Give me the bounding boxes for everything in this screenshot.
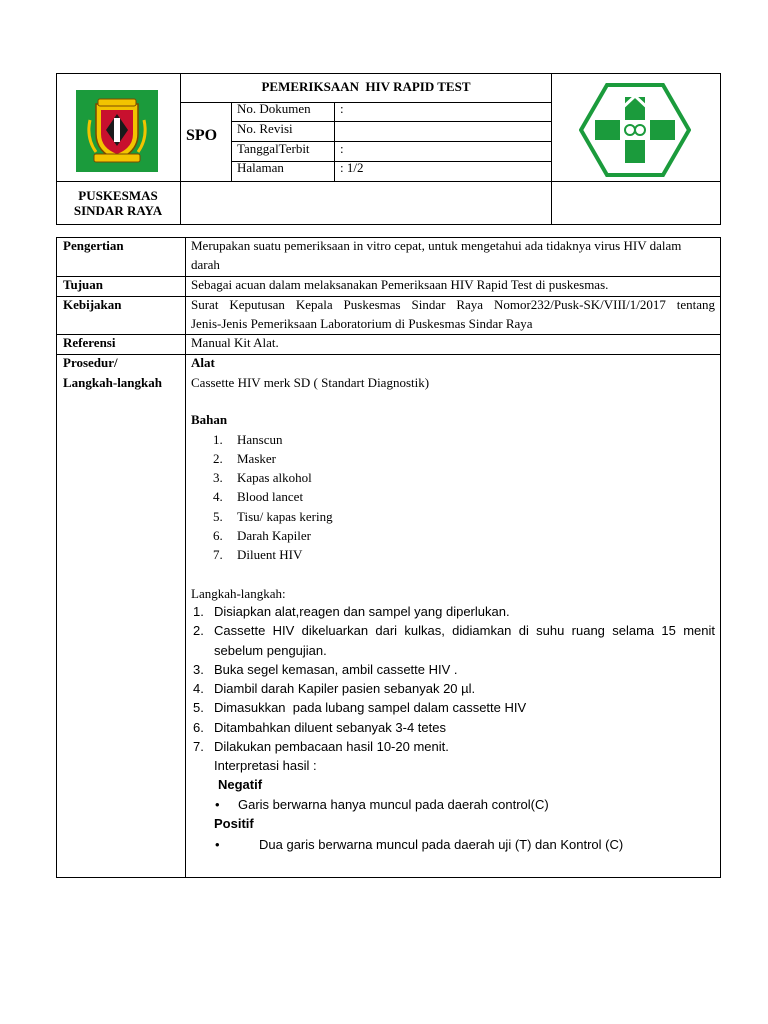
langkah-item: Dilakukan pembacaan hasil 10-20 menit.: [214, 739, 449, 754]
bahan-item: Darah Kapiler: [237, 528, 311, 543]
bahan-heading: Bahan: [191, 412, 228, 427]
document-title: PEMERIKSAAN HIV RAPID TEST: [261, 79, 471, 94]
divider: [56, 354, 721, 355]
bahan-num: 3.: [213, 470, 223, 485]
divider: [334, 102, 335, 182]
positif-text: Dua garis berwarna muncul pada daerah uji (T) dan Kontrol (C): [259, 837, 624, 852]
langkah-item-continued: sebelum pengujian.: [214, 643, 327, 658]
label-referensi: Referensi: [63, 335, 116, 350]
alat-heading: Alat: [191, 355, 215, 370]
field-value-no-dokumen: :: [340, 101, 344, 116]
field-label-no-revisi: No. Revisi: [237, 121, 293, 136]
text-tujuan: Sebagai acuan dalam melaksanakan Pemeriksaan HIV Rapid Test di puskesmas.: [191, 277, 609, 292]
divider: [551, 73, 552, 225]
langkah-num: 3.: [193, 662, 204, 677]
bahan-num: 6.: [213, 528, 223, 543]
org-name-line1: PUSKESMAS: [78, 188, 158, 203]
negatif-text: Garis berwarna hanya muncul pada daerah control(C): [238, 797, 549, 812]
negatif-heading: Negatif: [218, 777, 263, 792]
org-name-line2: SINDAR RAYA: [73, 203, 163, 218]
divider: [231, 102, 232, 182]
bahan-item: Kapas alkohol: [237, 470, 312, 485]
field-label-tanggal-terbit: TanggalTerbit: [237, 141, 310, 156]
langkah-num: 4.: [193, 681, 204, 696]
langkah-item: Buka segel kemasan, ambil cassette HIV .: [214, 662, 458, 677]
label-prosedur: Prosedur/: [63, 355, 118, 370]
langkah-item: Dimasukkan pada lubang sampel dalam cassette HIV: [214, 700, 527, 715]
bahan-item: Blood lancet: [237, 489, 304, 504]
bahan-num: 2.: [213, 451, 223, 466]
langkah-item: Diambil darah Kapiler pasien sebanyak 20 µl.: [214, 681, 476, 696]
langkah-num: 6.: [193, 720, 204, 735]
label-pengertian: Pengertian: [63, 238, 124, 253]
text-referensi: Manual Kit Alat.: [191, 335, 279, 350]
label-kebijakan: Kebijakan: [63, 297, 122, 312]
divider: [180, 102, 551, 103]
bahan-num: 5.: [213, 509, 223, 524]
text-kebijakan-2: Jenis-Jenis Pemeriksaan Laboratorium di Puskesmas Sindar Raya: [191, 316, 533, 331]
bahan-item: Diluent HIV: [237, 547, 303, 562]
regional-emblem-logo: [76, 90, 158, 172]
bahan-num: 7.: [213, 547, 223, 562]
langkah-num: 2.: [193, 623, 204, 638]
puskesmas-logo: [579, 83, 691, 177]
bahan-num: 4.: [213, 489, 223, 504]
label-langkah-langkah: Langkah-langkah: [63, 375, 162, 390]
bullet-icon: •: [215, 797, 220, 812]
interpretasi-heading: Interpretasi hasil :: [214, 758, 317, 773]
text-pengertian-1: Merupakan suatu pemeriksaan in vitro cepat, untuk mengetahui ada tidaknya virus HIV dalam: [191, 238, 682, 253]
text-pengertian-2: darah: [191, 257, 220, 272]
divider: [180, 73, 181, 225]
langkah-item: Disiapkan alat,reagen dan sampel yang diperlukan.: [214, 604, 510, 619]
bahan-item: Tisu/ kapas kering: [237, 509, 333, 524]
langkah-item: Cassette HIV dikeluarkan dari kulkas, didiamkan di suhu ruang selama 15 menit: [214, 623, 715, 638]
langkah-num: 7.: [193, 739, 204, 754]
bahan-item: Masker: [237, 451, 276, 466]
field-value-tanggal-terbit: :: [340, 141, 344, 156]
field-value-halaman: : 1/2: [340, 160, 364, 175]
bullet-icon: •: [215, 837, 220, 852]
langkah-item: Ditambahkan diluent sebanyak 3-4 tetes: [214, 720, 446, 735]
text-kebijakan-1: Surat Keputusan Kepala Puskesmas Sindar Raya Nomor232/Pusk-SK/VIII/1/2017 tentang: [191, 297, 715, 312]
alat-text: Cassette HIV merk SD ( Standart Diagnostik): [191, 375, 430, 390]
positif-heading: Positif: [214, 816, 254, 831]
bahan-item: Hanscun: [237, 432, 283, 447]
field-label-no-dokumen: No. Dokumen: [237, 101, 311, 116]
langkah-heading: Langkah-langkah:: [191, 586, 286, 601]
bahan-num: 1.: [213, 432, 223, 447]
field-label-halaman: Halaman: [237, 160, 284, 175]
langkah-num: 1.: [193, 604, 204, 619]
label-tujuan: Tujuan: [63, 277, 103, 292]
divider: [56, 334, 721, 335]
spo-label: SPO: [186, 127, 218, 144]
divider: [56, 181, 721, 182]
langkah-num: 5.: [193, 700, 204, 715]
